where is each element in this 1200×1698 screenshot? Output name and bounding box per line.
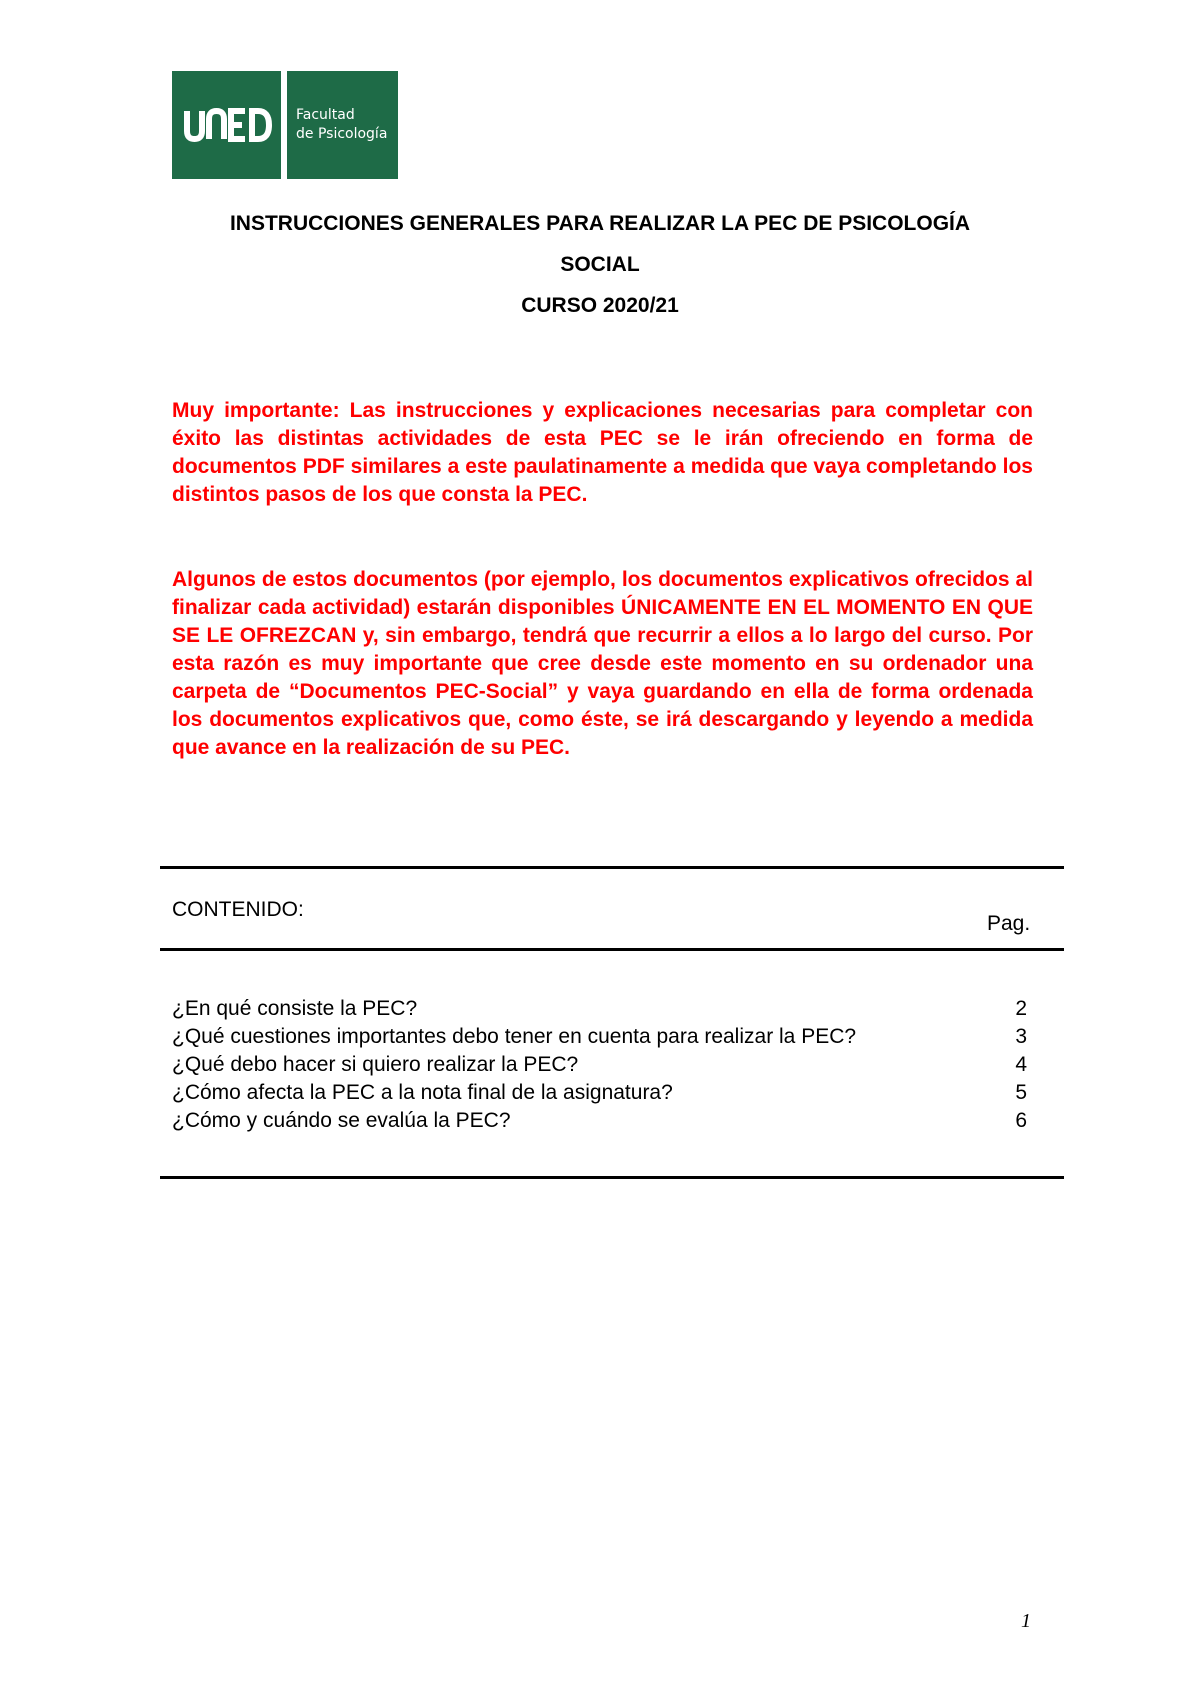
document-title-line-2: SOCIAL (560, 253, 640, 276)
document-title-line-1: INSTRUCCIONES GENERALES PARA REALIZAR LA PEC DE PSICOLOGÍA (229, 212, 971, 235)
toc-entry-label: ¿Qué debo hacer si quiero realizar la PEC? (172, 1053, 579, 1076)
toc-entry-page: 3 (1015, 1025, 1027, 1048)
toc-entry[interactable] (172, 1079, 1027, 1107)
documents-notice-paragraph: Algunos de estos documentos (por ejemplo, los documentos explicativos ofrecidos al finalizar cada actividad) estarán disponibles ÚNICAMENTE EN EL MOMENTO EN QUE SE LE OFREZCAN y, sin embargo, tendrá que recurrir a ellos a lo largo del curso. Por esta razón es muy importante que cree desde este momento en su ordenador una carpeta de “Documentos PEC-Social” y vaya guardando en ella de forma ordenada los documentos explicativos que, como éste, se irá descargando y leyendo a medida que avance en la realización de su PEC. (172, 568, 1033, 759)
toc-page-column-label: Pag. (987, 912, 1031, 935)
toc-top-rule (160, 866, 1064, 869)
toc-entry-page: 4 (1015, 1053, 1027, 1076)
toc-entry-label: ¿En qué consiste la PEC? (172, 997, 418, 1020)
toc-entry-page: 5 (1015, 1081, 1027, 1104)
toc-entry[interactable] (172, 1107, 1027, 1135)
toc-heading: CONTENIDO: (172, 898, 304, 921)
toc-header-rule (160, 948, 1064, 951)
page-number: 1 (1021, 1610, 1031, 1632)
toc-bottom-rule (160, 1176, 1064, 1179)
toc-list (172, 995, 1027, 1135)
uned-wordmark (172, 71, 281, 179)
toc-entry-label: ¿Cómo y cuándo se evalúa la PEC? (172, 1109, 511, 1132)
toc-entry[interactable] (172, 1023, 1027, 1051)
toc-entry-label: ¿Qué cuestiones importantes debo tener en cuenta para realizar la PEC? (172, 1025, 857, 1048)
toc-entry-label: ¿Cómo afecta la PEC a la nota final de la asignatura? (172, 1081, 673, 1104)
faculty-line-2: de Psicología (296, 126, 388, 142)
toc-entry-page: 2 (1015, 997, 1027, 1020)
faculty-label-box (287, 71, 398, 179)
important-notice-paragraph: Muy importante: Las instrucciones y explicaciones necesarias para completar con éxito las distintas actividades de esta PEC se le irán ofreciendo en forma de documentos PDF similares a este paulatinamente a medida que vaya completando los distintos pasos de los que consta la PEC. (172, 399, 1033, 506)
course-year: CURSO 2020/21 (521, 294, 679, 317)
toc-entry[interactable] (172, 1051, 1027, 1079)
uned-wordmark-graphic (182, 108, 272, 142)
toc-entry[interactable] (172, 995, 1027, 1023)
uned-logo (172, 71, 398, 179)
faculty-line-1: Facultad (296, 107, 355, 123)
toc-entry-page: 6 (1015, 1109, 1027, 1132)
